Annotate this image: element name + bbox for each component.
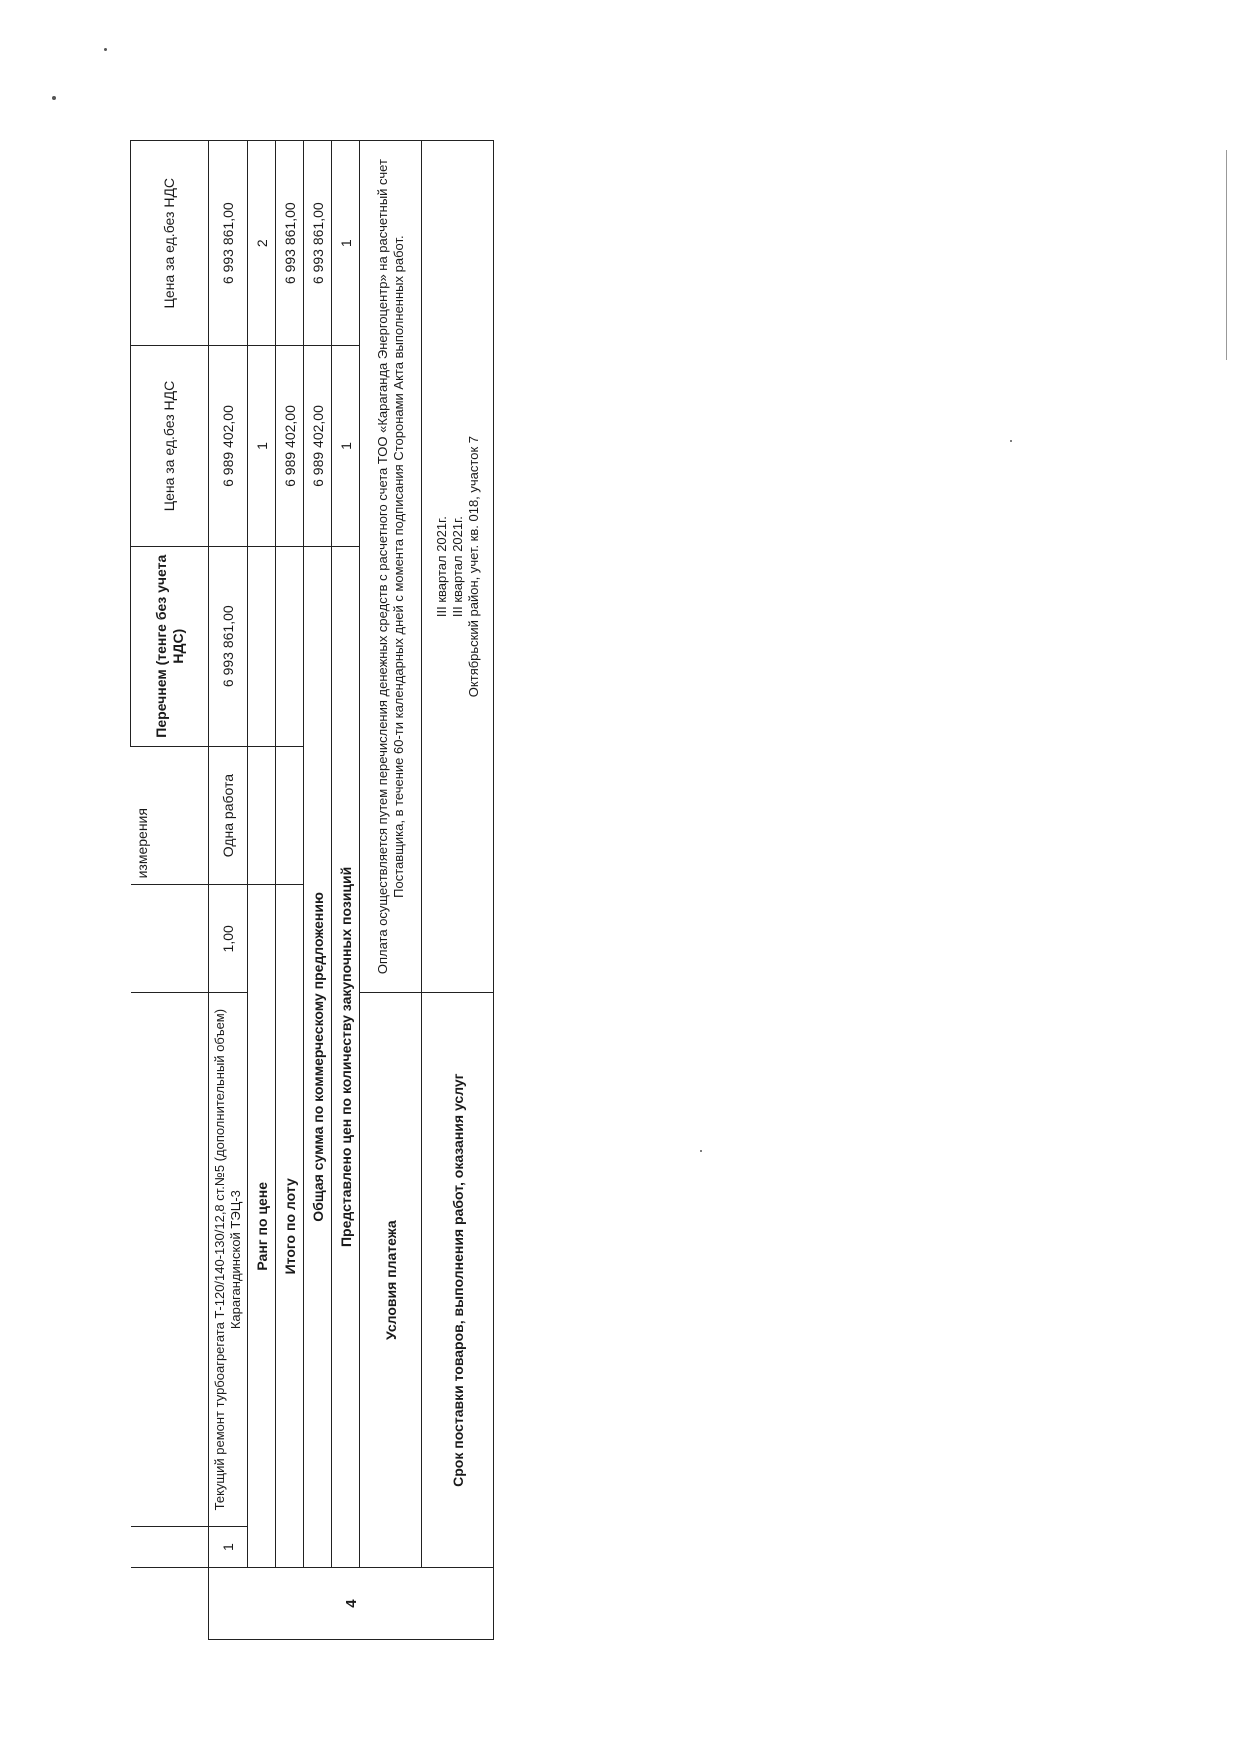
item-quantity: 1,00 <box>209 885 248 993</box>
header-total-per-list: Перечнем (тенге без учета НДС) <box>131 546 209 746</box>
header-empty-cell <box>131 885 209 993</box>
delivery-label: Срок поставки товаров, выполнения работ, оказания услуг <box>422 993 494 1568</box>
scan-speck <box>52 96 56 100</box>
item-total-per-list: 6 993 861,00 <box>209 546 248 746</box>
empty-cell <box>248 546 276 746</box>
header-empty-cell <box>131 1568 209 1640</box>
scan-edge-line <box>1226 150 1227 360</box>
positions-value-1: 1 <box>332 346 360 546</box>
payment-row <box>360 141 422 1640</box>
delivery-cell <box>422 141 494 993</box>
delivery-line-1: III квартал 2021г. <box>433 516 449 618</box>
empty-cell <box>276 746 304 885</box>
scan-speck <box>700 1150 702 1152</box>
item-unit: Одна работа <box>209 746 248 885</box>
rank-value-1: 1 <box>248 346 276 546</box>
delivery-line-2: III квартал 2021г. <box>449 516 465 618</box>
scan-speck <box>1010 440 1012 442</box>
lot-total-label: Итого по лоту <box>276 885 304 1568</box>
lot-total-value-1: 6 989 402,00 <box>276 346 304 546</box>
empty-cell <box>248 746 276 885</box>
payment-label: Условия платежа <box>360 993 422 1568</box>
commercial-total-row <box>304 141 332 1640</box>
rank-value-2: 2 <box>248 141 276 346</box>
rotated-table-wrapper <box>130 140 530 1640</box>
header-unit-price-2: Цена за ед.без НДС <box>131 141 209 346</box>
positions-row <box>332 141 360 1640</box>
item-row <box>209 141 248 1640</box>
lot-total-row <box>276 141 304 1640</box>
header-empty-cell <box>131 993 209 1527</box>
rank-row <box>248 141 276 1640</box>
item-price-1: 6 989 402,00 <box>209 346 248 546</box>
item-name: Текущий ремонт турбоагрегата Т-120/140-130/12,8 ст.№5 (дополнительный объем) Карагандинской ТЭЦ-3 <box>209 993 248 1527</box>
header-row <box>131 141 209 1640</box>
empty-cell <box>276 546 304 746</box>
commercial-total-value-1: 6 989 402,00 <box>304 346 332 546</box>
commercial-total-value-2: 6 993 861,00 <box>304 141 332 346</box>
commercial-total-label: Общая сумма по коммерческому предложению <box>304 546 332 1568</box>
rank-label: Ранг по цене <box>248 885 276 1568</box>
positions-label: Представлено цен по количеству закупочных позиций <box>332 546 360 1568</box>
delivery-row <box>422 141 494 1640</box>
header-measure: измерения <box>131 746 209 885</box>
payment-text: Оплата осуществляется путем перечисления денежных средств с расчетного счета ТОО «Караганда Энергоцентр» на расчетный счет Поставщика, в течение 60-ти календарных дней с момента подписания Сторонами Акта выполненных работ. <box>360 141 422 993</box>
header-unit-price-1: Цена за ед.без НДС <box>131 346 209 546</box>
scan-speck <box>104 48 107 51</box>
price-comparison-table <box>130 140 494 1640</box>
positions-value-2: 1 <box>332 141 360 346</box>
delivery-line-3: Октябрьский район, учет. кв. 018, участок 7 <box>465 436 481 698</box>
item-number: 1 <box>209 1527 248 1568</box>
row-group-number: 4 <box>209 1568 494 1640</box>
lot-total-value-2: 6 993 861,00 <box>276 141 304 346</box>
item-price-2: 6 993 861,00 <box>209 141 248 346</box>
header-empty-cell <box>131 1527 209 1568</box>
